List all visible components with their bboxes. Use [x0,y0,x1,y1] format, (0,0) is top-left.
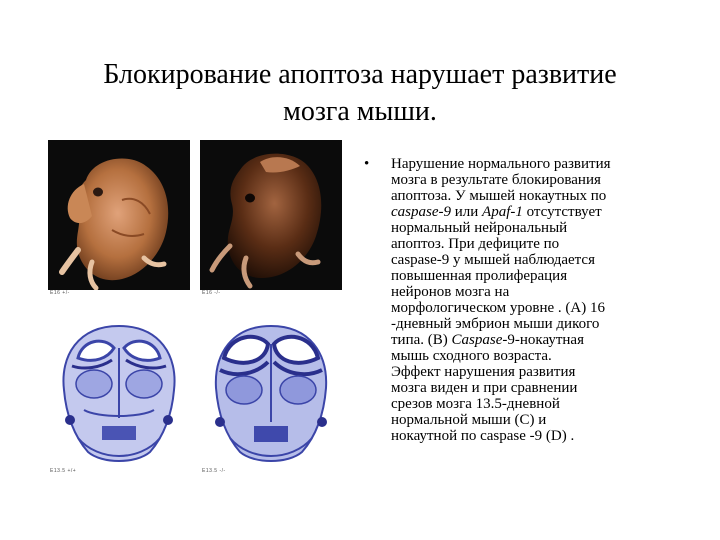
bullet-line: нормальной мыши (С) и [391,412,547,428]
embryo-photo-wildtype [48,140,190,298]
bullet-line: повышенная пролиферация [391,268,568,284]
bullet-line: caspase-9 или Apaf-1 отсутствует [391,204,602,220]
bullet-line: мышь сходного возраста. [391,348,552,364]
slide-title-line-2: мозга мыши. [283,96,437,127]
bullet-line: мозга в результате блокирования [391,172,601,188]
bullet-line: нейронов мозга на [391,284,510,300]
panel-label-a: E16 +/- [50,290,70,296]
brain-section-knockout [200,318,342,476]
bullet-line: caspase-9 у мышей наблюдается [391,252,595,268]
bullet-line: нормальный нейрональный [391,220,568,236]
bullet-line: нокаутной по caspase -9 (D) . [391,428,575,444]
slide-title [40,56,680,130]
panel-label-b: E16 -/- [202,290,221,296]
bullet-item [364,156,704,444]
panel-label-d: E13.5 -/- [202,468,226,474]
bullet-line: мозга виден и при сравнении [391,380,578,396]
figure-grid [48,140,348,474]
bullet-line: -дневный эмбрион мыши дикого [391,316,600,332]
bullet-mark: • [364,156,370,172]
bullet-line: типа. (В) Caspase-9-нокаутная [391,332,584,348]
bullet-line: Нарушение нормального развития [391,156,611,172]
embryo-photo-knockout [200,140,342,298]
bullet-line: апоптоза. У мышей нокаутных по [391,188,607,204]
bullet-text [391,156,704,444]
bullet-line: апоптоз. При дефиците по [391,236,560,252]
brain-section-wildtype [48,318,190,476]
bullet-line: Эффект нарушения развития [391,364,576,380]
bullet-line: морфологическом уровне . (А) 16 [391,300,605,316]
panel-label-c: E13.5 +/+ [50,468,77,474]
slide-title-line-1: Блокирование апоптоза нарушает развитие [103,59,617,90]
bullet-line: срезов мозга 13.5-дневной [391,396,560,412]
